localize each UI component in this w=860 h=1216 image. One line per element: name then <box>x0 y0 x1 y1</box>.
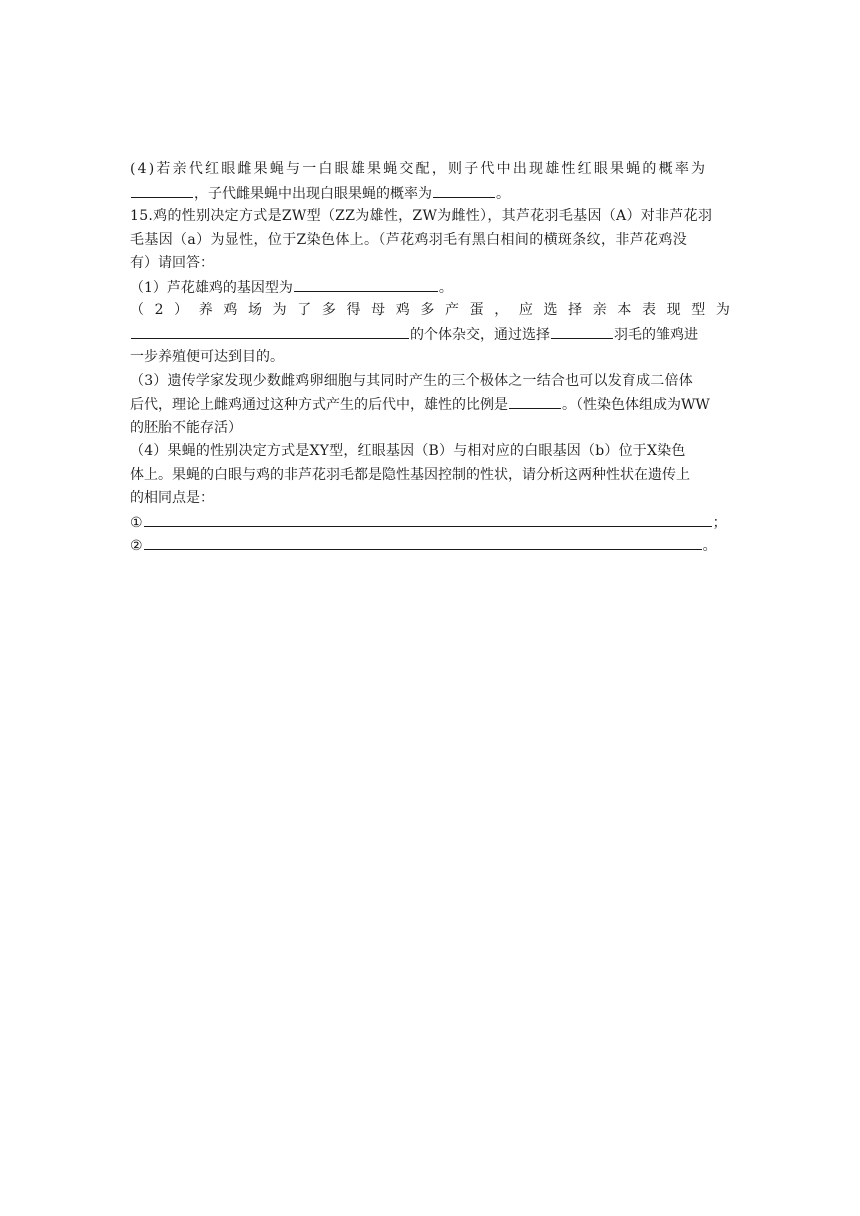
q15-part2-char: 表 <box>642 302 657 318</box>
q15-intro-text: 15.鸡的性别决定方式是ZW型（ZZ为雄性，ZW为雌性），其芦花羽毛基因（A）对非芦花羽 <box>130 208 713 224</box>
q15-part4-text: （4）果蝇的性别决定方式是XY型，红眼基因（B）与相对应的白眼基因（b）位于X染色 <box>130 443 686 459</box>
answer1-end: ； <box>712 514 727 531</box>
q15-part2-char: 应 <box>518 302 533 318</box>
q15-part3-line2 <box>130 393 730 417</box>
q15-part2-char: ） <box>174 302 189 318</box>
answer-blank[interactable] <box>144 534 702 550</box>
q15-part4-text3: 的相同点是： <box>130 490 214 506</box>
circled-one-marker: ① <box>130 514 143 531</box>
q15-part2-char: 鸡 <box>395 302 410 318</box>
q15-part2-char: （ <box>130 302 144 318</box>
q15-part1 <box>130 276 730 300</box>
q15-part2-char: 多 <box>321 302 336 318</box>
q14-part4-end: 。 <box>496 185 510 202</box>
q15-part2-char: 为 <box>272 302 287 318</box>
q15-part3-text2: 后代，理论上雌鸡通过这种方式产生的后代中，雄性的比例是 <box>130 397 508 413</box>
q15-part2-char: 得 <box>346 302 361 318</box>
q15-part2-char: 型 <box>691 302 706 318</box>
circled-two-marker: ② <box>130 538 143 554</box>
q15-part2-text3: 一步养殖便可达到目的。 <box>130 349 284 365</box>
q15-part3-line1 <box>130 370 730 394</box>
answer-blank[interactable] <box>294 276 438 292</box>
answer-blank[interactable] <box>433 182 495 198</box>
q14-part4-line2 <box>130 182 730 206</box>
q15-intro-line1 <box>130 205 730 229</box>
answer-blank[interactable] <box>551 323 613 339</box>
q14-part4-line1 <box>130 158 730 182</box>
q15-part2-char: 产 <box>445 302 460 318</box>
q15-part3-text3: 。（性染色体组成为WW <box>562 397 710 413</box>
answer-blank[interactable] <box>131 323 409 339</box>
q15-part2-char: 本 <box>617 302 632 318</box>
q15-part2-text2: 羽毛的雏鸡进 <box>614 326 698 343</box>
q15-part2-char: 择 <box>568 302 583 318</box>
q15-part2-char: 母 <box>371 302 386 318</box>
q15-part2-char: 2 <box>154 302 164 318</box>
answer-blank[interactable] <box>131 182 193 198</box>
q15-part3-text: （3）遗传学家发现少数雌鸡卵细胞与其同时产生的三个极体之一结合也可以发育成二倍体 <box>130 372 693 389</box>
answer2-end: 。 <box>702 538 717 554</box>
q15-part2-char: ， <box>494 302 509 318</box>
q15-part2-char: 多 <box>420 302 435 318</box>
q14-part4-text2: ，子代雌果蝇中出现白眼果蝇的概率为 <box>194 185 432 202</box>
q15-part2-char: 养 <box>198 302 213 318</box>
q15-intro-text: 毛基因（a）为显性，位于Z染色体上。（芦花鸡羽毛有黑白相间的横斑条纹，非芦花鸡没 <box>130 231 688 248</box>
q14-part4-text: (4)若亲代红眼雌果蝇与一白眼雄果蝇交配，则子代中出现雄性红眼果蝇的概率为 <box>130 161 708 177</box>
q15-part4-line1 <box>130 440 730 464</box>
q15-answer1 <box>130 511 730 535</box>
q15-part2-char: 场 <box>248 302 263 318</box>
q15-part2-line2 <box>130 323 730 347</box>
q15-part4-text2: 体上。果蝇的白眼与鸡的非芦花羽毛都是隐性基因控制的性状，请分析这两种性状在遗传上 <box>130 466 690 483</box>
q15-part1-end: 。 <box>438 279 453 296</box>
q15-part2-text: 的个体杂交，通过选择 <box>410 326 550 343</box>
q15-intro-line2 <box>130 229 730 253</box>
q15-part2-char: 选 <box>543 302 558 318</box>
q15-answer2 <box>130 534 730 558</box>
q15-part3-line3 <box>130 417 730 441</box>
q15-part2-char: 为 <box>715 302 730 318</box>
q15-part2-char: 亲 <box>592 302 607 318</box>
q15-intro-line3 <box>130 252 730 276</box>
q15-part4-line2 <box>130 464 730 488</box>
answer-blank[interactable] <box>144 511 712 527</box>
q15-part2-line3 <box>130 346 730 370</box>
q15-intro-text: 有）请回答： <box>130 255 214 271</box>
answer-blank[interactable] <box>509 393 561 409</box>
q15-part2-char: 了 <box>297 302 312 318</box>
q15-part2-char: 鸡 <box>223 302 238 318</box>
q15-part1-text: （1）芦花雄鸡的基因型为 <box>130 279 293 296</box>
q15-part3-text4: 的胚胎不能存活） <box>130 419 242 436</box>
q15-part2-char: 现 <box>666 302 681 318</box>
q15-part2-line1 <box>130 299 730 323</box>
worksheet-page <box>130 158 730 558</box>
q15-part2-char: 蛋 <box>469 302 484 318</box>
q15-part4-line3 <box>130 487 730 511</box>
